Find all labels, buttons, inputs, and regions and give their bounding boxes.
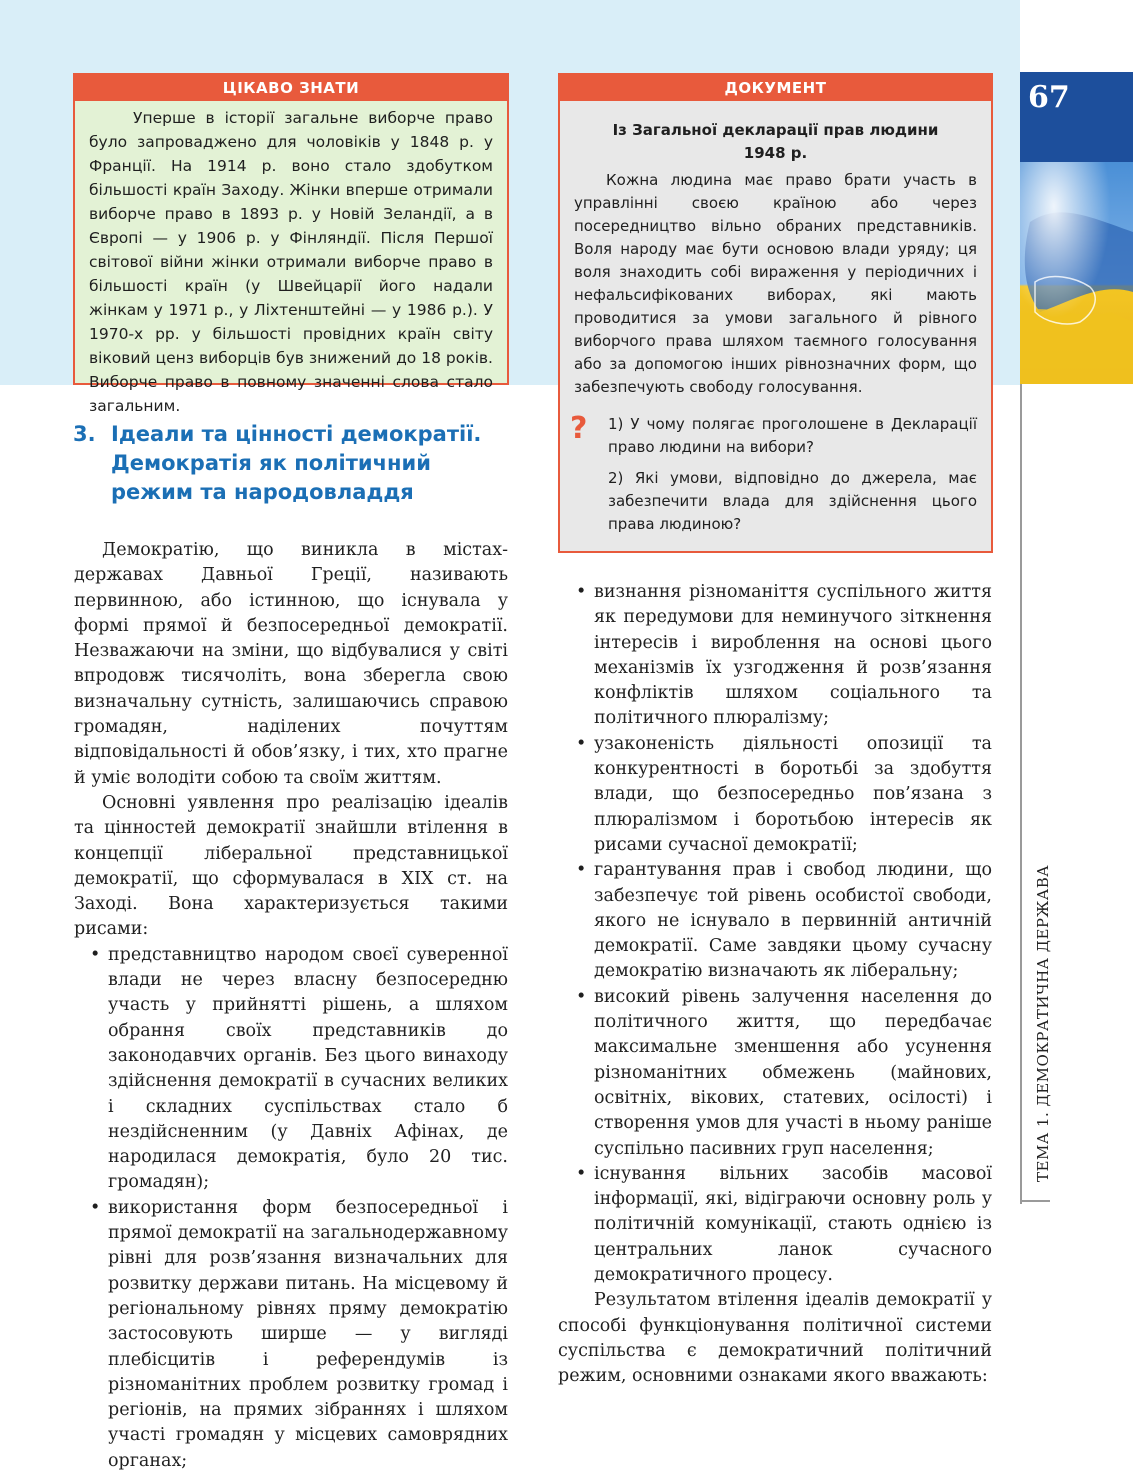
list-item	[558, 732, 992, 858]
section-number: 3.	[73, 422, 96, 446]
bullet-icon: •	[90, 944, 101, 965]
document-question: 1) У чому полягає проголошене в Декларації право людини на вибори?	[608, 415, 977, 456]
document-quote: Кожна людина має право брати участь в управлінні своєю країною або через посередництво вільно обраних представників. Воля народу має бути основою влади уряду; ця воля знаходить собі вираження у періодичних і нефальсифікованих виборах, які мають проводитися за умови загального й рівного виборчого права шляхом таємного голосування або за допомогою інших рівнозначних форм, що забезпечують свободу голосування.	[574, 171, 977, 396]
interesting-facts-box	[73, 73, 509, 415]
list-item	[558, 985, 992, 1162]
bullet-icon: •	[576, 860, 587, 881]
list-item-text: визнання різноманіття суспільного життя як передумови для неминучого зіткнення інтересів і вироблення на основі цього механізмів їх узгодження й розв’язання конфліктів шляхом соціального та політичного плюралізму;	[594, 582, 992, 729]
list-item-text: гарантування прав і свобод людини, що забезпечує той рівень особистої свободи, якого не існувало в первинній античній демократії. Саме завдяки цьому сучасну демократію визначають як ліберальну;	[594, 860, 992, 982]
list-item	[558, 858, 992, 984]
bullet-icon: •	[90, 1197, 101, 1218]
list-item	[88, 1196, 508, 1474]
list-item	[558, 1162, 992, 1288]
ukraine-map-flag-image	[1020, 162, 1133, 384]
list-item	[88, 943, 508, 1196]
section-heading	[73, 420, 513, 507]
facts-box-header: ЦІКАВО ЗНАТИ	[75, 75, 507, 101]
theme-label: ТЕМА 1. ДЕМОКРАТИЧНА ДЕРЖАВА	[1034, 864, 1052, 1182]
body-paragraph: Основні уявлення про реалізацію ідеалів та цінностей демократії знайшли втілення в концепції ліберальної представницької демократії, що сформувалася в ХІХ ст. на Заході. Вона характеризується такими рисами:	[74, 792, 508, 940]
list-item	[558, 580, 992, 732]
list-item-text: існування вільних засобів масової інформації, які, відіграючи основну роль у політичній комунікації, стають однією із центральних ланок сучасного демократичного процесу.	[594, 1163, 992, 1286]
feature-list	[88, 943, 508, 1474]
list-item-text: використання форм безпосередньої і прямої демократії на загальнодержавному рівні для розв’язання визначальних для розвитку держави питань. На місцевому й регіональному рівнях пряму демократію застосовують ширше — у вигляді плебісцитів і референдумів із різноманітних проблем розвитку громад і регіонів, на прямих зібраннях і шляхом участі громадян у місцевих самоврядних органах;	[108, 1197, 508, 1471]
left-text-column	[74, 538, 508, 1474]
facts-box-text: Уперше в історії загальне виборче право було запроваджено для чоловіків у 1848 р. у Франції. На 1914 р. воно стало здобутком більшості країн Заходу. Жінки вперше отримали виборче право в 1893 р. у Новій Зеландії, а в Європі — у 1906 р. у Фінляндії. Після Першої світової війни жінки отримали виборче право в більшості країн (у Швейцарії його надали жінкам у 1971 р., у Ліхтенштейні — у 1986 р.). У 1970-х рр. у більшості провідних країн світу віковий ценз виборців був знижений до 18 років. Виборче право в повному значенні слова стало загальним.	[89, 109, 493, 415]
side-divider-tick	[1020, 1200, 1050, 1202]
closing-paragraph: Результатом втілення ідеалів демократії у способі функціонування політичної системи суспільства є демократичний політичний режим, основними ознаками якого вважають:	[558, 1290, 992, 1387]
list-item-text: високий рівень залучення населення до політичного життя, що передбачає максимальне зменшення або усунення різноманітних обмежень (майнових, освітніх, вікових, статевих, осілості) і створення умов для участі в ньому раніше суспільно пасивних груп населення;	[594, 986, 992, 1159]
body-paragraph: Демократію, що виникла в містах-державах Давньої Греції, називають первинною, або істинною, що існувала у формі прямої й безпосередньої демократії. Незважаючи на зміни, що відбувалися у світі впродовж тисячоліть, вона зберегла свою визначальну сутність, залишаючись справою громадян, наділених почуттям відповідальності й обов’язку, і тих, хто прагне й уміє володіти собою та своїм життям.	[74, 540, 508, 788]
bullet-icon: •	[576, 1163, 587, 1184]
side-divider-line	[1020, 384, 1022, 1204]
feature-list	[558, 580, 992, 1288]
bullet-icon: •	[576, 986, 587, 1007]
list-item-text: узаконеність діяльності опозиції та конкурентності в боротьбі за здобуття влади, що безпосередньо пов’язана з плюралізмом і боротьбою інтересів як рисами сучасної демократії;	[594, 733, 992, 855]
document-box	[558, 73, 993, 553]
question-mark-icon: ?	[570, 411, 588, 446]
right-text-column	[558, 580, 992, 1390]
page-number: 67	[1028, 80, 1070, 115]
document-box-header: ДОКУМЕНТ	[560, 75, 991, 101]
bullet-icon: •	[576, 733, 587, 754]
document-questions	[560, 413, 991, 536]
document-question: 2) Які умови, відповідно до джерела, має забезпечити влада для здійснення цього права людиною?	[608, 469, 977, 533]
document-title: Із Загальної декларації прав людини 1948 р.	[612, 121, 939, 162]
section-title: Ідеали та цінності демократії. Демократія як політичний режим та народовладдя	[111, 422, 482, 504]
list-item-text: представництво народом своєї суверенної влади не через власну безпосередню участь у прийнятті рішень, а шляхом обрання своїх представників до законодавчих органів. Без цього винаходу здійснення демократії в сучасних великих і складних суспільствах стало б нездійсненним (у Давніх Афінах, де народилася демократія, було 20 тис. громадян);	[108, 944, 508, 1193]
bullet-icon: •	[576, 582, 587, 602]
